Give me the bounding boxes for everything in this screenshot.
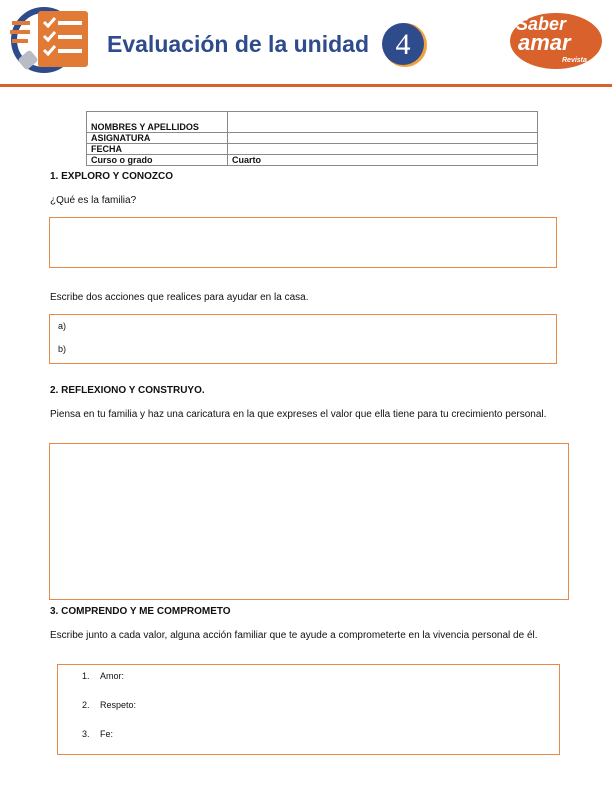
- section3-instruction: Escribe junto a cada valor, alguna acción familiar que te ayude a comprometerte en la vivencia personal de él.: [50, 630, 538, 641]
- label-curso: Curso o grado: [87, 155, 228, 166]
- label-nombres: NOMBRES Y APELLIDOS: [87, 112, 228, 133]
- item-num-amor: 1.: [82, 671, 90, 681]
- value-curso[interactable]: Cuarto: [228, 155, 538, 166]
- student-info-table: [86, 111, 538, 166]
- section3-heading: 3. COMPRENDO Y ME COMPROMETO: [50, 606, 231, 617]
- unit-number: 4: [395, 28, 411, 61]
- logo-line1: Saber: [516, 14, 567, 34]
- unit-badge: [380, 21, 428, 69]
- item-label-respeto: Respeto:: [100, 700, 137, 710]
- section1-instruction: Escribe dos acciones que realices para ayudar en la casa.: [50, 292, 309, 303]
- label-fecha: FECHA: [87, 144, 228, 155]
- answer-box-familia[interactable]: [49, 217, 557, 268]
- drawing-box-caricatura[interactable]: [49, 443, 569, 600]
- page-title: [107, 31, 369, 58]
- table-row: [87, 133, 538, 144]
- label-asignatura: ASIGNATURA: [87, 133, 228, 144]
- section2-heading: 2. REFLEXIONO Y CONSTRUYO.: [50, 385, 205, 396]
- item-num-respeto: 2.: [82, 700, 90, 710]
- item-label-amor: Amor:: [100, 671, 125, 681]
- item-a-label: a): [58, 321, 67, 331]
- table-row: [87, 144, 538, 155]
- checklist-icon: [8, 3, 94, 77]
- section1-question: ¿Qué es la familia?: [50, 195, 137, 206]
- header-divider: [0, 84, 612, 87]
- item-num-fe: 3.: [82, 729, 90, 739]
- item-b-label: b): [58, 344, 67, 354]
- answer-box-acciones[interactable]: [49, 314, 557, 364]
- value-asignatura[interactable]: [228, 133, 538, 144]
- section2-instruction: Piensa en tu familia y haz una caricatura en la que expreses el valor que ella tiene para tu crecimiento personal.: [50, 409, 547, 420]
- item-label-fe: Fe:: [100, 729, 114, 739]
- value-nombres[interactable]: [228, 112, 538, 133]
- logo-line2: amar: [518, 30, 571, 55]
- answer-box-valores[interactable]: [57, 664, 560, 755]
- title-text: Evaluación de la unidad: [107, 31, 370, 57]
- table-row: [87, 112, 538, 133]
- value-fecha[interactable]: [228, 144, 538, 155]
- table-row: [87, 155, 538, 166]
- logo-tag: Revista: [562, 57, 587, 64]
- logo: [508, 8, 604, 74]
- section1-heading: 1. EXPLORO Y CONOZCO: [50, 171, 173, 182]
